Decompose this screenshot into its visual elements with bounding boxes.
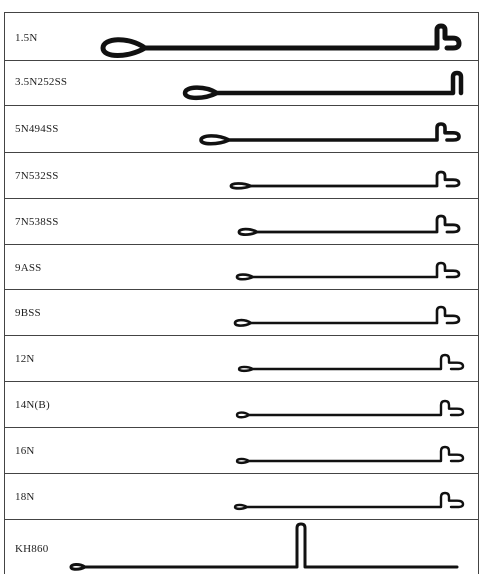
needle-row [5,245,478,290]
needle-label: KH860 [15,543,49,555]
needle-chart-sheet [4,12,479,574]
needle-shape [237,263,459,279]
needle-shape [71,524,457,569]
needle-18n-drawing [5,474,478,520]
needle-row [5,336,478,382]
needle-row [5,13,478,61]
needle-row [5,474,478,520]
needle-label: 18N [15,491,35,503]
needle-shape [185,73,461,98]
needle-shape [201,124,459,144]
needle-shape [237,401,463,417]
needle-label: 7N538SS [15,216,59,228]
needle-row [5,153,478,199]
needle-shape [231,172,459,188]
needle-label: 16N [15,445,35,457]
needle-14n-b-drawing [5,382,478,428]
needle-row [5,382,478,428]
needle-label: 12N [15,353,35,365]
needle-label: 3.5N252SS [15,76,68,88]
needle-shape [103,26,459,56]
needle-label: 14N(B) [15,399,50,411]
needle-shape [235,307,459,326]
needle-shape [235,493,463,509]
needle-5n494ss-drawing [5,106,478,153]
needle-shape [239,355,463,371]
needle-12n-drawing [5,336,478,382]
needle-row [5,106,478,153]
needle-shape [237,447,463,463]
needle-7n532ss-drawing [5,153,478,199]
needle-9bss-drawing [5,290,478,336]
needle-row [5,290,478,336]
needle-label: 7N532SS [15,170,59,182]
needle-1-5n-drawing [5,13,478,61]
needle-7n538ss-drawing [5,199,478,245]
needle-row [5,428,478,474]
needle-row [5,520,478,575]
needle-row [5,61,478,106]
needle-16n-drawing [5,428,478,474]
needle-kh860-drawing [5,520,478,575]
needle-3-5n252ss-drawing [5,61,478,106]
needle-label: 5N494SS [15,123,59,135]
needle-shape [239,216,459,235]
needle-label: 9ASS [15,262,42,274]
needle-label: 1.5N [15,32,38,44]
needle-label: 9BSS [15,307,41,319]
needle-9ass-drawing [5,245,478,290]
needle-row [5,199,478,245]
